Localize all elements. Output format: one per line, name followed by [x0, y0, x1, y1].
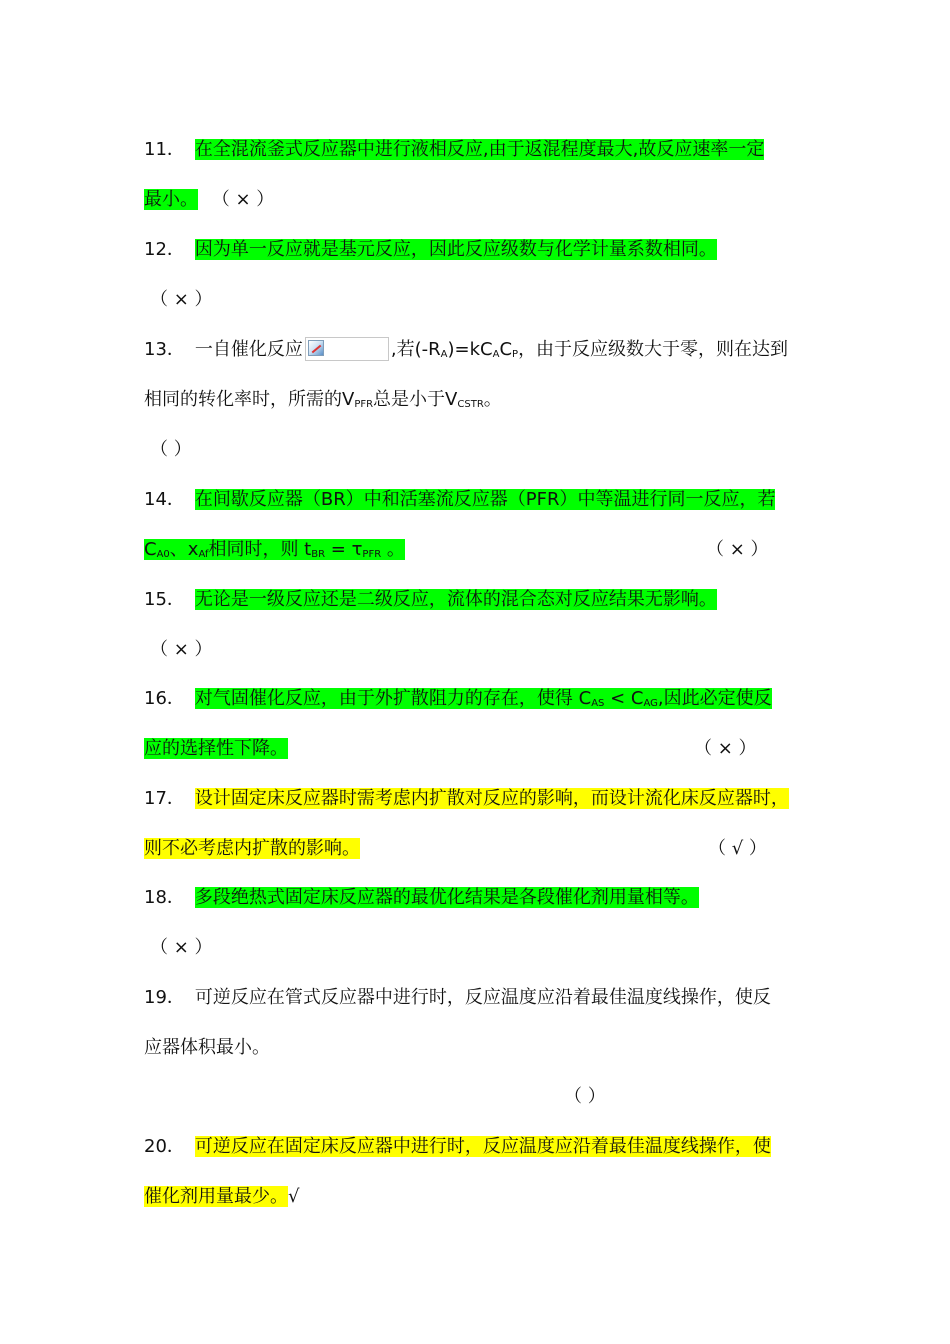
q16-number: 16．	[144, 688, 185, 709]
q14-sub-af: Af	[198, 549, 209, 560]
q17-number: 17．	[144, 788, 185, 809]
q19-number: 19．	[144, 987, 185, 1008]
q18-answer: （ × ）	[150, 937, 213, 958]
q19-text: 可逆反应在管式反应器中进行时，反应温度应沿着最佳温度线操作，使反	[194, 987, 771, 1008]
q13-text-g: 总是小于V	[373, 389, 458, 410]
q13-text-f: 相同的转化率时，所需的V	[144, 389, 355, 410]
q16-text-c: ,因此必定使反	[657, 688, 772, 709]
q13-answer: （ ）	[150, 439, 192, 460]
q12-text: 因为单一反应就是基元反应，因此反应级数与化学计量系数相同。	[194, 239, 717, 260]
q16-text-a: 对气固催化反应，由于外扩散阻力的存在，使得 C	[194, 688, 592, 709]
q16-sub-ag: AG	[643, 698, 658, 709]
q14-mid: 相同时，则 t	[208, 539, 312, 560]
q13-text-a: 一自催化反应	[194, 339, 303, 360]
q11-line1	[144, 137, 764, 163]
q14-sub-a0: A0	[156, 549, 170, 560]
broken-image-icon	[305, 337, 389, 361]
q15-number: 15．	[144, 589, 185, 610]
q19-line1	[144, 985, 771, 1011]
q14-text: 在间歇反应器（BR）中和活塞流反应器（PFR）中等温进行同一反应，若	[194, 489, 776, 510]
q18-line1	[144, 885, 699, 911]
q14-line2	[144, 537, 405, 563]
q16-sub-as: AS	[591, 698, 605, 709]
q20-text-cont: 催化剂用量最少。	[144, 1186, 288, 1207]
q13-text-b: ,若(-R	[390, 339, 441, 360]
q13-line2	[144, 387, 502, 413]
q14-number: 14．	[144, 489, 185, 510]
q13-number: 13．	[144, 339, 185, 360]
q19-answer: （ ）	[564, 1086, 606, 1107]
q20-text: 可逆反应在固定床反应器中进行时，反应温度应沿着最佳温度线操作，使	[194, 1136, 771, 1157]
q17-text: 设计固定床反应器时需考虑内扩散对反应的影响，而设计流化床反应器时，	[194, 788, 789, 809]
q17-text-cont: 则不必考虑内扩散的影响。	[144, 838, 360, 859]
image-placeholder-icon	[308, 340, 324, 356]
q20-number: 20．	[144, 1136, 185, 1157]
q13-sub-p: P	[512, 349, 519, 360]
q14-sub-pfr: PFR	[362, 549, 382, 560]
q12-answer: （ × ）	[150, 289, 213, 310]
q19-text-cont: 应器体积最小。	[144, 1037, 270, 1058]
q16-text-cont: 应的选择性下降。	[144, 738, 288, 759]
q19-line2	[144, 1035, 270, 1061]
q20-answer: √	[288, 1186, 300, 1207]
q16-text	[195, 688, 772, 709]
q14-text-cont	[144, 539, 405, 560]
q15-line1	[144, 587, 717, 613]
q13-sub-cstr: CSTR	[457, 399, 484, 410]
q14-c: C	[144, 539, 157, 560]
q13-text-h: 。	[483, 389, 502, 410]
q17-answer: （ √ ）	[708, 838, 767, 859]
q13-sub-a2: A	[492, 349, 500, 360]
q16-line1	[144, 686, 772, 712]
q11-number: 11．	[144, 139, 185, 160]
q20-line2	[144, 1184, 299, 1210]
q11-answer: （ × ）	[211, 189, 275, 210]
q11-text: 在全混流釜式反应器中进行液相反应,由于返混程度最大,故反应速率一定	[194, 139, 765, 160]
q12-line1	[144, 237, 717, 263]
q16-line2	[144, 736, 288, 762]
q14-sub-br: BR	[311, 549, 326, 560]
q14-line1	[144, 487, 775, 513]
q17-line2	[144, 836, 360, 862]
q12-number: 12．	[144, 239, 185, 260]
q18-text: 多段绝热式固定床反应器的最优化结果是各段催化剂用量相等。	[194, 887, 699, 908]
q13-sub-a: A	[440, 349, 448, 360]
q14-eq: = τ	[325, 539, 363, 560]
q18-number: 18．	[144, 887, 185, 908]
q13-text-d: C	[499, 339, 513, 360]
q14-end: 。	[381, 539, 405, 560]
q16-text-b: < C	[604, 688, 644, 709]
q20-line1	[144, 1134, 771, 1160]
q15-text: 无论是一级反应还是二级反应，流体的混合态对反应结果无影响。	[194, 589, 717, 610]
q15-answer: （ × ）	[150, 639, 213, 660]
q13-sub-pfr: PFR	[354, 399, 374, 410]
q11-line2	[144, 187, 274, 213]
q13-text-e: ，由于反应级数大于零，则在达到	[518, 339, 789, 360]
q13-line1	[144, 337, 788, 363]
q14-answer: （ × ）	[706, 539, 769, 560]
q17-line1	[144, 786, 789, 812]
q16-answer: （ × ）	[694, 738, 757, 759]
q11-text-cont: 最小。	[144, 189, 198, 210]
q13-text-c: )=kC	[447, 339, 493, 360]
q14-sep: 、x	[169, 539, 199, 560]
